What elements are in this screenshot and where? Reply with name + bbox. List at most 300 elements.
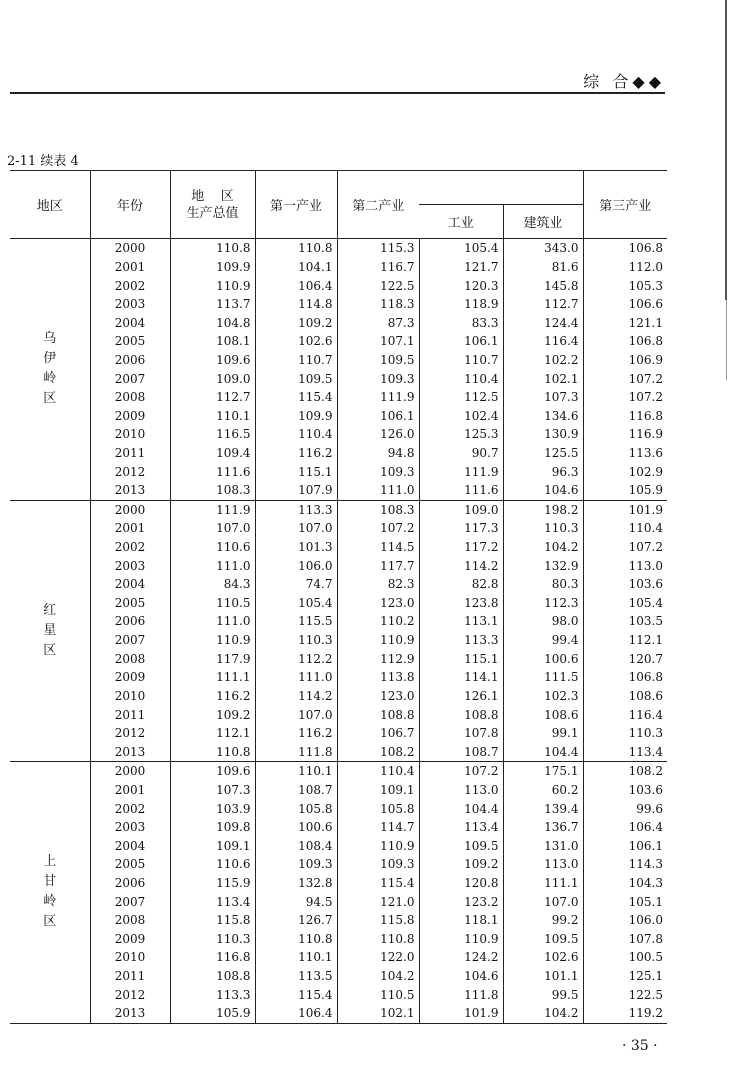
primary-cell: 101.3	[255, 538, 337, 557]
industry-cell: 82.8	[419, 575, 503, 594]
tertiary-cell: 106.8	[583, 668, 667, 687]
table-row	[10, 425, 667, 444]
table-row	[10, 687, 667, 706]
industry-cell: 117.3	[419, 519, 503, 538]
page-edge-line	[726, 300, 727, 380]
construction-cell: 109.5	[503, 930, 583, 949]
tertiary-cell: 108.6	[583, 687, 667, 706]
gdp-cell: 110.9	[170, 276, 255, 295]
gdp-cell: 113.3	[170, 985, 255, 1004]
table-row	[10, 444, 667, 463]
table-row	[10, 1004, 667, 1023]
gdp-cell: 117.9	[170, 649, 255, 668]
secondary-cell: 105.8	[337, 799, 419, 818]
construction-cell: 99.4	[503, 631, 583, 650]
table-row	[10, 781, 667, 800]
gdp-cell: 116.2	[170, 687, 255, 706]
column-header-gdp	[170, 171, 255, 239]
industry-cell: 104.4	[419, 799, 503, 818]
year-cell: 2004	[90, 837, 170, 856]
construction-cell: 107.3	[503, 388, 583, 407]
gdp-cell: 109.0	[170, 369, 255, 388]
gdp-cell: 104.8	[170, 313, 255, 332]
column-header-primary: 第一产业	[255, 171, 337, 239]
secondary-cell: 108.3	[337, 500, 419, 519]
gdp-header-line2: 生产总值	[186, 205, 239, 221]
table-row	[10, 967, 667, 986]
tertiary-cell: 101.9	[583, 500, 667, 519]
construction-cell: 111.1	[503, 874, 583, 893]
construction-cell: 99.2	[503, 911, 583, 930]
table-row	[10, 930, 667, 949]
tertiary-cell: 113.0	[583, 556, 667, 575]
tertiary-cell: 125.1	[583, 967, 667, 986]
primary-cell: 110.8	[255, 930, 337, 949]
secondary-cell: 110.8	[337, 930, 419, 949]
tertiary-cell: 119.2	[583, 1004, 667, 1023]
column-header-year: 年份	[90, 171, 170, 239]
primary-cell: 115.4	[255, 388, 337, 407]
industry-cell: 126.1	[419, 687, 503, 706]
section-title: 综 合◆◆	[583, 72, 665, 91]
tertiary-cell: 110.3	[583, 724, 667, 743]
construction-cell: 101.1	[503, 967, 583, 986]
construction-cell: 107.0	[503, 892, 583, 911]
industry-cell: 102.4	[419, 406, 503, 425]
year-cell: 2000	[90, 239, 170, 258]
year-cell: 2001	[90, 519, 170, 538]
tertiary-cell: 106.1	[583, 837, 667, 856]
primary-cell: 110.1	[255, 948, 337, 967]
secondary-cell: 102.1	[337, 1004, 419, 1023]
secondary-cell: 114.7	[337, 818, 419, 837]
tertiary-cell: 116.9	[583, 425, 667, 444]
secondary-cell: 115.3	[337, 239, 419, 258]
tertiary-cell: 106.6	[583, 295, 667, 314]
region-cell	[10, 762, 90, 1024]
primary-cell: 109.2	[255, 313, 337, 332]
industry-cell: 109.2	[419, 855, 503, 874]
year-cell: 2001	[90, 781, 170, 800]
year-cell: 2006	[90, 612, 170, 631]
year-cell: 2010	[90, 687, 170, 706]
table-row	[10, 742, 667, 761]
page-edge-line	[725, 0, 727, 300]
table-row	[10, 724, 667, 743]
gdp-cell: 107.0	[170, 519, 255, 538]
industry-cell: 121.7	[419, 258, 503, 277]
secondary-cell: 116.7	[337, 258, 419, 277]
construction-cell: 102.1	[503, 369, 583, 388]
table-row	[10, 258, 667, 277]
table-row	[10, 594, 667, 613]
industry-cell: 90.7	[419, 444, 503, 463]
tertiary-cell: 107.2	[583, 369, 667, 388]
year-cell: 2010	[90, 948, 170, 967]
year-cell: 2008	[90, 388, 170, 407]
primary-cell: 111.8	[255, 742, 337, 761]
table-row	[10, 295, 667, 314]
tertiary-cell: 106.8	[583, 239, 667, 258]
secondary-cell: 122.0	[337, 948, 419, 967]
gdp-header-line1: 地 区	[191, 188, 234, 204]
tertiary-cell: 106.0	[583, 911, 667, 930]
construction-cell: 198.2	[503, 500, 583, 519]
table-row	[10, 332, 667, 351]
table-row	[10, 500, 667, 519]
year-cell: 2009	[90, 668, 170, 687]
gdp-cell: 105.9	[170, 1004, 255, 1023]
construction-cell: 110.3	[503, 519, 583, 538]
primary-cell: 113.3	[255, 500, 337, 519]
secondary-cell: 111.0	[337, 481, 419, 500]
tertiary-cell: 114.3	[583, 855, 667, 874]
year-cell: 2003	[90, 556, 170, 575]
table-row	[10, 388, 667, 407]
industry-cell: 123.2	[419, 892, 503, 911]
gdp-cell: 107.3	[170, 781, 255, 800]
year-cell: 2005	[90, 855, 170, 874]
tertiary-cell: 104.3	[583, 874, 667, 893]
year-cell: 2007	[90, 631, 170, 650]
region-group-wuyiling	[10, 239, 667, 501]
construction-cell: 104.6	[503, 481, 583, 500]
year-cell: 2011	[90, 444, 170, 463]
industry-cell: 110.7	[419, 351, 503, 370]
tertiary-cell: 105.9	[583, 481, 667, 500]
data-table	[10, 170, 667, 1024]
secondary-cell: 117.7	[337, 556, 419, 575]
year-cell: 2001	[90, 258, 170, 277]
secondary-cell: 112.9	[337, 649, 419, 668]
secondary-cell: 123.0	[337, 594, 419, 613]
year-cell: 2010	[90, 425, 170, 444]
tertiary-cell: 112.0	[583, 258, 667, 277]
primary-cell: 115.4	[255, 985, 337, 1004]
gdp-cell: 108.1	[170, 332, 255, 351]
secondary-cell: 106.7	[337, 724, 419, 743]
secondary-cell: 123.0	[337, 687, 419, 706]
year-cell: 2012	[90, 985, 170, 1004]
gdp-cell: 110.9	[170, 631, 255, 650]
column-header-region: 地区	[10, 171, 90, 239]
primary-cell: 116.2	[255, 444, 337, 463]
secondary-cell: 114.5	[337, 538, 419, 557]
tertiary-cell: 103.5	[583, 612, 667, 631]
primary-cell: 109.5	[255, 369, 337, 388]
secondary-cell: 87.3	[337, 313, 419, 332]
gdp-cell: 103.9	[170, 799, 255, 818]
tertiary-cell: 122.5	[583, 985, 667, 1004]
gdp-cell: 113.7	[170, 295, 255, 314]
gdp-cell: 109.1	[170, 837, 255, 856]
table-row	[10, 351, 667, 370]
secondary-cell: 113.8	[337, 668, 419, 687]
primary-cell: 105.4	[255, 594, 337, 613]
tertiary-cell: 103.6	[583, 575, 667, 594]
page-number: · 35 ·	[622, 1038, 658, 1054]
secondary-cell: 121.0	[337, 892, 419, 911]
tertiary-cell: 105.3	[583, 276, 667, 295]
tertiary-cell: 103.6	[583, 781, 667, 800]
industry-cell: 111.8	[419, 985, 503, 1004]
primary-cell: 105.8	[255, 799, 337, 818]
year-cell: 2003	[90, 818, 170, 837]
industry-cell: 113.1	[419, 612, 503, 631]
gdp-cell: 110.8	[170, 239, 255, 258]
secondary-cell: 115.4	[337, 874, 419, 893]
year-cell: 2012	[90, 462, 170, 481]
tertiary-cell: 106.4	[583, 818, 667, 837]
construction-cell: 112.7	[503, 295, 583, 314]
table-row	[10, 519, 667, 538]
construction-cell: 108.6	[503, 705, 583, 724]
industry-cell: 123.8	[419, 594, 503, 613]
gdp-cell: 84.3	[170, 575, 255, 594]
table-row	[10, 481, 667, 500]
gdp-cell: 111.6	[170, 462, 255, 481]
region-name: 乌伊岭区	[43, 331, 57, 407]
industry-cell: 124.2	[419, 948, 503, 967]
tertiary-cell: 121.1	[583, 313, 667, 332]
construction-cell: 104.2	[503, 1004, 583, 1023]
primary-cell: 109.9	[255, 406, 337, 425]
primary-cell: 107.0	[255, 705, 337, 724]
secondary-cell: 118.3	[337, 295, 419, 314]
table-row	[10, 538, 667, 557]
primary-cell: 113.5	[255, 967, 337, 986]
table-row	[10, 406, 667, 425]
secondary-cell: 109.3	[337, 462, 419, 481]
construction-cell: 96.3	[503, 462, 583, 481]
table-row	[10, 556, 667, 575]
table-row	[10, 874, 667, 893]
primary-cell: 110.1	[255, 762, 337, 781]
gdp-cell: 109.9	[170, 258, 255, 277]
industry-cell: 106.1	[419, 332, 503, 351]
gdp-cell: 108.3	[170, 481, 255, 500]
region-name: 上甘岭区	[43, 854, 57, 930]
secondary-cell: 109.5	[337, 351, 419, 370]
industry-cell: 118.1	[419, 911, 503, 930]
gdp-cell: 116.5	[170, 425, 255, 444]
region-name: 红星区	[43, 602, 57, 658]
tertiary-cell: 105.1	[583, 892, 667, 911]
industry-cell: 108.7	[419, 742, 503, 761]
tertiary-cell: 100.5	[583, 948, 667, 967]
tertiary-cell: 107.2	[583, 538, 667, 557]
gdp-cell: 115.8	[170, 911, 255, 930]
primary-cell: 94.5	[255, 892, 337, 911]
industry-cell: 108.8	[419, 705, 503, 724]
gdp-cell: 109.4	[170, 444, 255, 463]
industry-cell: 114.2	[419, 556, 503, 575]
primary-cell: 108.4	[255, 837, 337, 856]
secondary-cell: 110.9	[337, 631, 419, 650]
tertiary-cell: 120.7	[583, 649, 667, 668]
secondary-cell: 108.8	[337, 705, 419, 724]
tertiary-cell: 107.8	[583, 930, 667, 949]
year-cell: 2000	[90, 500, 170, 519]
primary-cell: 100.6	[255, 818, 337, 837]
year-cell: 2008	[90, 911, 170, 930]
industry-cell: 83.3	[419, 313, 503, 332]
primary-cell: 114.8	[255, 295, 337, 314]
construction-cell: 81.6	[503, 258, 583, 277]
table-row	[10, 313, 667, 332]
column-header-tertiary: 第三产业	[583, 171, 667, 239]
gdp-cell: 110.8	[170, 742, 255, 761]
region-group-hongxing	[10, 500, 667, 762]
table-row	[10, 575, 667, 594]
construction-cell: 134.6	[503, 406, 583, 425]
gdp-cell: 115.9	[170, 874, 255, 893]
industry-cell: 113.0	[419, 781, 503, 800]
secondary-cell: 109.3	[337, 369, 419, 388]
table-row	[10, 239, 667, 258]
secondary-cell: 109.1	[337, 781, 419, 800]
industry-cell: 107.8	[419, 724, 503, 743]
industry-cell: 111.6	[419, 481, 503, 500]
year-cell: 2009	[90, 930, 170, 949]
construction-cell: 60.2	[503, 781, 583, 800]
gdp-cell: 110.1	[170, 406, 255, 425]
table-row	[10, 892, 667, 911]
year-cell: 2011	[90, 705, 170, 724]
table-row	[10, 668, 667, 687]
region-group-shangganling	[10, 762, 667, 1024]
industry-cell: 113.3	[419, 631, 503, 650]
year-cell: 2005	[90, 594, 170, 613]
primary-cell: 110.8	[255, 239, 337, 258]
primary-cell: 107.0	[255, 519, 337, 538]
construction-cell: 99.1	[503, 724, 583, 743]
year-cell: 2009	[90, 406, 170, 425]
table-row	[10, 705, 667, 724]
year-cell: 2012	[90, 724, 170, 743]
primary-cell: 106.0	[255, 556, 337, 575]
data-table-container	[10, 170, 667, 1024]
year-cell: 2005	[90, 332, 170, 351]
table-row	[10, 631, 667, 650]
primary-cell: 112.2	[255, 649, 337, 668]
column-header-secondary: 第二产业	[337, 171, 419, 239]
region-cell	[10, 239, 90, 501]
construction-cell: 111.5	[503, 668, 583, 687]
construction-cell: 131.0	[503, 837, 583, 856]
primary-cell: 108.7	[255, 781, 337, 800]
primary-cell: 132.8	[255, 874, 337, 893]
year-cell: 2007	[90, 369, 170, 388]
construction-cell: 102.2	[503, 351, 583, 370]
tertiary-cell: 106.9	[583, 351, 667, 370]
industry-cell: 110.4	[419, 369, 503, 388]
gdp-cell: 112.7	[170, 388, 255, 407]
gdp-cell: 109.2	[170, 705, 255, 724]
tertiary-cell: 102.9	[583, 462, 667, 481]
table-row	[10, 612, 667, 631]
construction-cell: 104.2	[503, 538, 583, 557]
gdp-cell: 116.8	[170, 948, 255, 967]
tertiary-cell: 113.4	[583, 742, 667, 761]
secondary-cell: 111.9	[337, 388, 419, 407]
table-row	[10, 911, 667, 930]
secondary-cell: 82.3	[337, 575, 419, 594]
industry-cell: 120.3	[419, 276, 503, 295]
primary-cell: 115.1	[255, 462, 337, 481]
construction-cell: 102.6	[503, 948, 583, 967]
gdp-cell: 110.6	[170, 538, 255, 557]
secondary-cell: 110.9	[337, 837, 419, 856]
construction-cell: 102.3	[503, 687, 583, 706]
column-header-construction: 建筑业	[503, 205, 583, 239]
industry-cell: 105.4	[419, 239, 503, 258]
secondary-cell: 108.2	[337, 742, 419, 761]
year-cell: 2002	[90, 799, 170, 818]
construction-cell: 100.6	[503, 649, 583, 668]
tertiary-cell: 116.4	[583, 705, 667, 724]
year-cell: 2013	[90, 481, 170, 500]
primary-cell: 106.4	[255, 1004, 337, 1023]
year-cell: 2013	[90, 742, 170, 761]
primary-cell: 109.3	[255, 855, 337, 874]
table-row	[10, 818, 667, 837]
secondary-cell: 109.3	[337, 855, 419, 874]
column-header-industry: 工业	[419, 205, 503, 239]
year-cell: 2003	[90, 295, 170, 314]
industry-cell: 117.2	[419, 538, 503, 557]
secondary-cell: 104.2	[337, 967, 419, 986]
secondary-cell: 94.8	[337, 444, 419, 463]
construction-cell: 113.0	[503, 855, 583, 874]
primary-cell: 102.6	[255, 332, 337, 351]
gdp-cell: 108.8	[170, 967, 255, 986]
gdp-cell: 111.1	[170, 668, 255, 687]
year-cell: 2006	[90, 351, 170, 370]
gdp-cell: 113.4	[170, 892, 255, 911]
construction-cell: 132.9	[503, 556, 583, 575]
tertiary-cell: 110.4	[583, 519, 667, 538]
industry-cell: 101.9	[419, 1004, 503, 1023]
construction-cell: 124.4	[503, 313, 583, 332]
secondary-cell: 107.1	[337, 332, 419, 351]
year-cell: 2011	[90, 967, 170, 986]
table-row	[10, 369, 667, 388]
primary-cell: 106.4	[255, 276, 337, 295]
table-row	[10, 985, 667, 1004]
secondary-cell: 110.4	[337, 762, 419, 781]
secondary-cell: 122.5	[337, 276, 419, 295]
gdp-cell: 109.6	[170, 351, 255, 370]
tertiary-cell: 113.6	[583, 444, 667, 463]
year-cell: 2013	[90, 1004, 170, 1023]
tertiary-cell: 99.6	[583, 799, 667, 818]
industry-cell: 113.4	[419, 818, 503, 837]
construction-cell: 145.8	[503, 276, 583, 295]
gdp-cell: 109.6	[170, 762, 255, 781]
header-rule	[10, 92, 665, 94]
table-row	[10, 276, 667, 295]
secondary-cell: 110.5	[337, 985, 419, 1004]
table-row	[10, 855, 667, 874]
year-cell: 2000	[90, 762, 170, 781]
tertiary-cell: 107.2	[583, 388, 667, 407]
gdp-cell: 110.5	[170, 594, 255, 613]
construction-cell: 343.0	[503, 239, 583, 258]
secondary-cell: 110.2	[337, 612, 419, 631]
industry-cell: 109.5	[419, 837, 503, 856]
table-row	[10, 799, 667, 818]
